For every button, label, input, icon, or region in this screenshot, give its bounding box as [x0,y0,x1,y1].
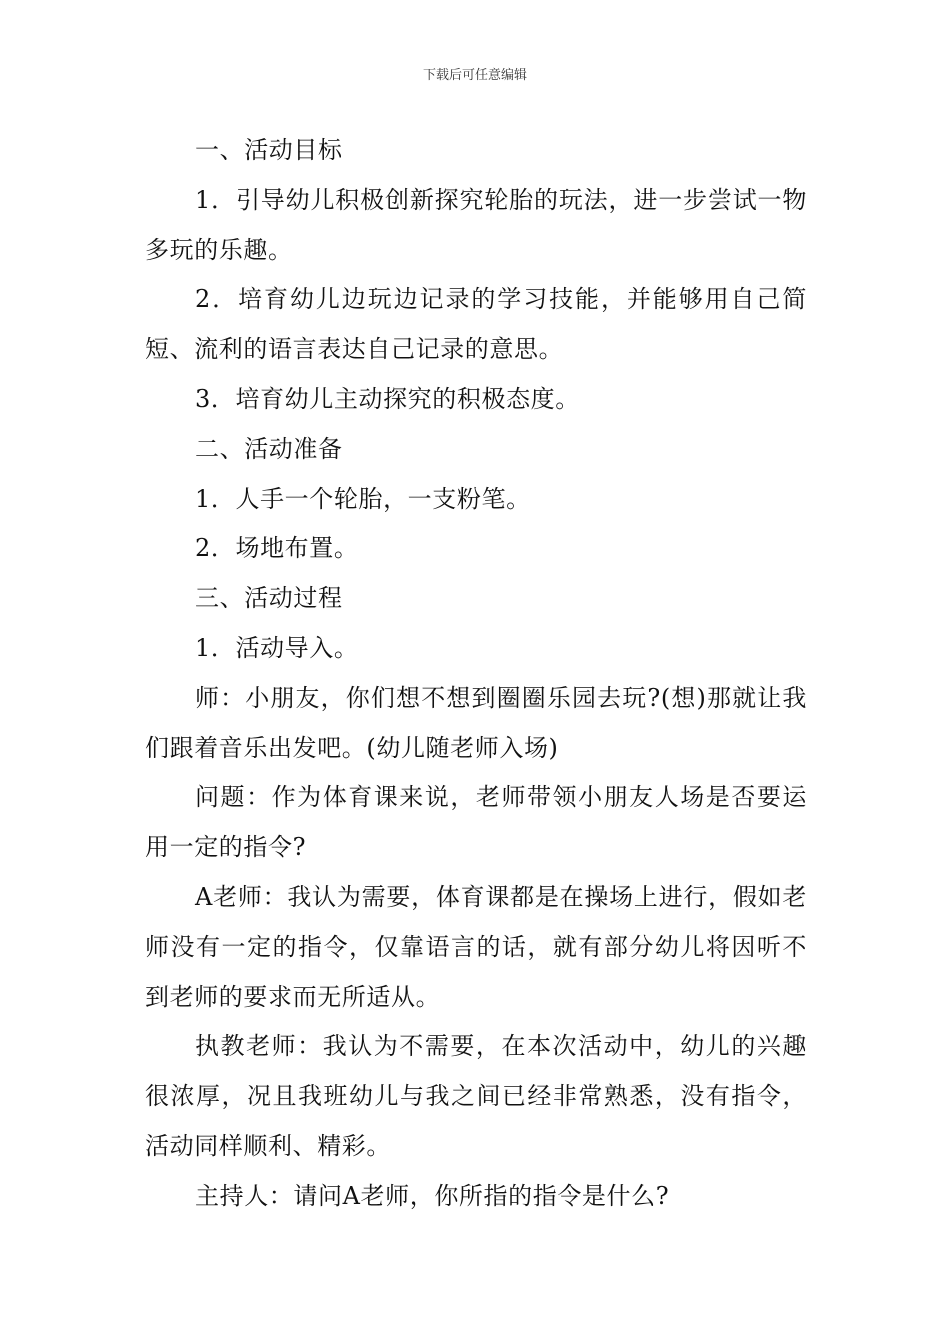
heading-preparation: 二、活动准备 [195,434,343,463]
paragraph-process-1: 1．活动导入。 [195,633,359,662]
page-header-note: 下载后可任意编辑 [422,68,527,83]
paragraph-host: 主持人：请问A老师，你所指的指令是什么? [195,1181,670,1210]
heading-objectives: 一、活动目标 [195,136,343,164]
paragraph-teaching-teacher: 执教老师：我认为不需要，在本次活动中，幼儿的兴趣很浓厚，况且我班幼儿与我之间已经非常熟悉，没有指令，活动同样顺利、精彩。 [145,1032,807,1160]
paragraph-objective-2: 2．培育幼儿边玩边记录的学习技能，并能够用自己简短、流利的语言表达自己记录的意思。 [145,285,807,364]
paragraph-preparation-1: 1．人手一个轮胎，一支粉笔。 [195,484,531,513]
paragraph-question: 问题：作为体育课来说，老师带领小朋友人场是否要运用一定的指令? [145,783,807,862]
heading-process: 三、活动过程 [195,584,343,613]
document-body [145,126,807,1222]
paragraph-teacher-a: A老师：我认为需要，体育课都是在操场上进行，假如老师没有一定的指令，仅靠语言的话，就有部分幼儿将因听不到老师的要求而无所适从。 [145,882,807,1011]
paragraph-teacher-intro: 师：小朋友，你们想不想到圈圈乐园去玩?(想)那就让我们跟着音乐出发吧。(幼儿随老师入场) [145,683,807,762]
paragraph-preparation-2: 2．场地布置。 [195,534,359,563]
paragraph-objective-3: 3．培育幼儿主动探究的积极态度。 [195,384,580,413]
paragraph-objective-1: 1．引导幼儿积极创新探究轮胎的玩法，进一步尝试一物多玩的乐趣。 [145,185,807,264]
